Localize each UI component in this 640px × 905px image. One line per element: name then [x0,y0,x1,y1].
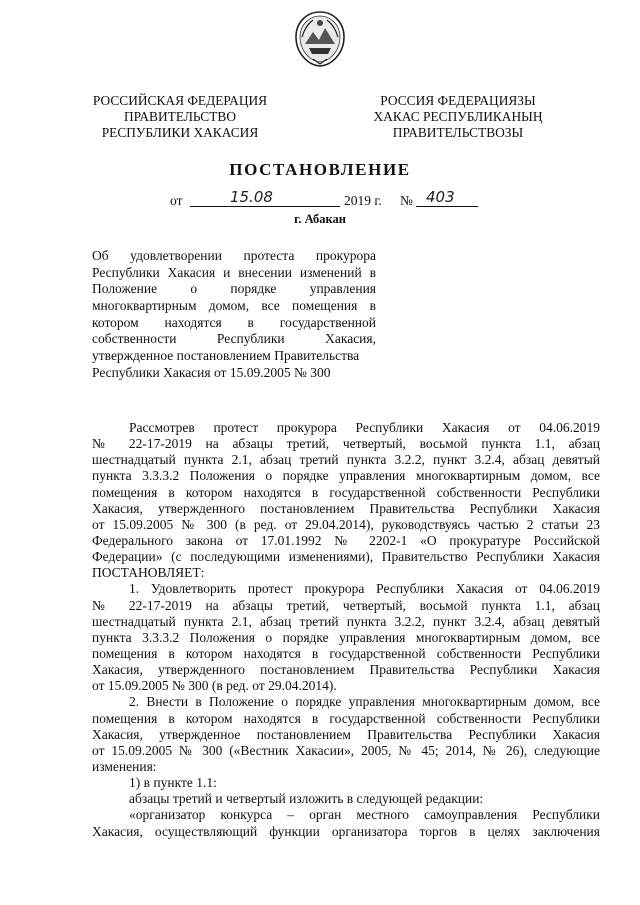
year-label: 2019 г. [344,193,382,208]
body-line: от 15.09.2005 № 300 (в ред. от 29.04.2014), руководствуясь частью 2 статьи 23 [92,516,600,532]
header-left-line-2: ПРАВИТЕЛЬСТВО [123,109,236,124]
body-line: помещения в котором находятся в государственной собственности Республики [92,645,600,661]
coat-of-arms-emblem [293,10,347,68]
body-line: изменения: [92,758,157,774]
body-line: 1) в пункте 1.1: [129,775,217,791]
number-label: № [400,193,413,208]
header-right [358,93,558,141]
body-line: помещения в котором находятся в государственной собственности Республики [92,484,600,500]
subject-line: котором находятся в государственной [92,314,376,330]
body-line: Федерации» (с последующими изменениями), Правительство Республики Хакасия [92,549,600,565]
body-line: абзацы третий и четвертый изложить в следующей редакции: [129,791,484,807]
body-line: от 15.09.2005 № 300 («Вестник Хакасии», 2005, № 45; 2014, № 26), следующие [92,742,600,758]
date-underline [190,206,340,207]
handwritten-number: 403 [426,188,455,206]
subject-line: утвержденное постановлением Правительства [92,348,360,364]
date-from-label: от [170,193,183,208]
subject-line: Положение о порядке управления [92,281,376,297]
header-left-line-3: РЕСПУБЛИКИ ХАКАСИЯ [101,125,259,140]
header-right-line-2: ХАКАС РЕСПУБЛИКАНЫҢ [373,109,543,124]
date-number-line [170,188,500,211]
body-line: № 22-17-2019 на абзацы третий, четвертый, восьмой пункта 1.1, абзац [92,436,600,452]
subject-line: Республики Хакасия и внесении изменений в [92,264,376,280]
city-label: г. Абакан [294,212,346,226]
number-underline [416,206,478,207]
body-line: Федерального закона от 17.01.1992 № 2202-1 «О прокуратуре Российской [92,532,600,548]
body-line: шестнадцатый пункта 2.1, абзац третий пункта 3.2.2, пункт 3.2.4, абзац девятый [92,452,600,468]
header-right-line-1: РОССИЯ ФЕДЕРАЦИЯЗЫ [380,93,536,108]
body-line: Рассмотрев протест прокурора Республики Хакасия от 04.06.2019 [129,420,600,435]
body-line: «организатор конкурса – орган местного самоуправления Республики [129,807,600,823]
body-line: № 22-17-2019 на абзацы третий, четвертый, восьмой пункта 1.1, абзац [92,597,600,613]
header-left [80,93,280,141]
body-line: от 15.09.2005 № 300 (в ред. от 29.04.2014). [92,678,337,694]
body-line: Хакасия, утвержденного постановлением Правительства Республики Хакасия [92,662,600,678]
subject-line: Об удовлетворении протеста прокурора [92,248,376,263]
header-right-line-3: ПРАВИТЕЛЬСТВОЗЫ [392,125,524,140]
body-line: Хакасия, утвержденное постановлением Правительства Республики Хакасия [92,726,600,742]
body-line: 1. Удовлетворить протест прокурора Республики Хакасия от 04.06.2019 [129,581,600,597]
body-line: ПОСТАНОВЛЯЕТ: [92,565,205,581]
subject-line: Республики Хакасия от 15.09.2005 № 300 [92,364,331,380]
body-text [92,420,600,840]
body-line: пункта 3.3.3.2 Положения о порядке управления многоквартирным домом, все [92,468,600,484]
body-line: помещения в котором находятся в государственной собственности Республики [92,710,600,726]
handwritten-date: 15.08 [230,188,273,206]
subject-block [92,248,376,382]
subject-line: собственности Республики Хакасия, [92,331,376,347]
body-line: пункта 3.3.3.2 Положения о порядке управления многоквартирным домом, все [92,629,600,645]
header-left-line-1: РОССИЙСКАЯ ФЕДЕРАЦИЯ [92,93,268,108]
body-line: 2. Внести в Положение о порядке управления многоквартирным домом, все [129,694,600,710]
document-type-title: ПОСТАНОВЛЕНИЕ [229,160,411,179]
body-line: Хакасия, осуществляющий функции организатора торгов в целях заключения [92,823,600,839]
body-line: Хакасия, утвержденного постановлением Правительства Республики Хакасия [92,500,600,516]
subject-line: многоквартирным домом, все помещения в [92,298,376,314]
body-line: шестнадцатый пункта 2.1, абзац третий пункта 3.2.2, пункт 3.2.4, абзац девятый [92,613,600,629]
